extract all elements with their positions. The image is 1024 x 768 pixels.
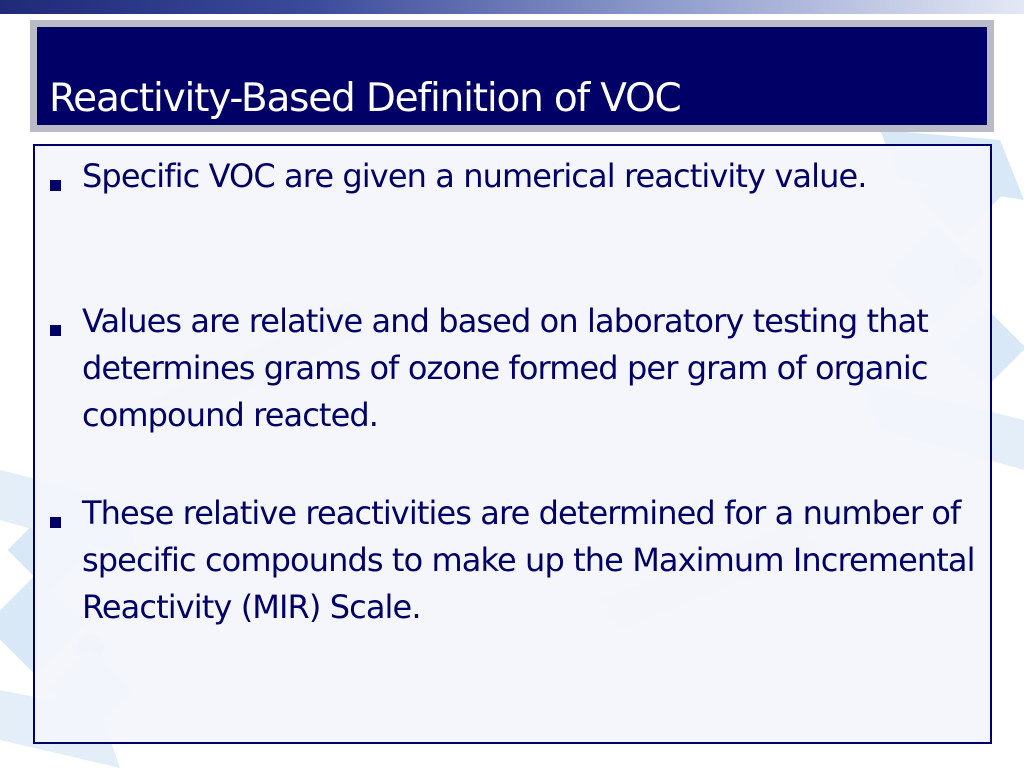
square-bullet-icon — [50, 325, 61, 336]
square-bullet-icon — [50, 517, 61, 528]
bullet-text: Values are relative and based on laboratory testing that determines grams of ozone formed per gram of organic compound reacted. — [82, 302, 928, 434]
bullet-text: These relative reactivities are determined for a number of specific compounds to make up the Maximum Incremental Reactivity (MIR) Scale. — [82, 494, 975, 626]
content-box — [33, 144, 992, 744]
slide-title: Reactivity-Based Definition of VOC — [49, 76, 681, 121]
title-bar — [37, 27, 987, 125]
title-frame — [30, 20, 994, 132]
square-bullet-icon — [50, 180, 61, 191]
bullet-text: Specific VOC are given a numerical reactivity value. — [82, 157, 867, 195]
